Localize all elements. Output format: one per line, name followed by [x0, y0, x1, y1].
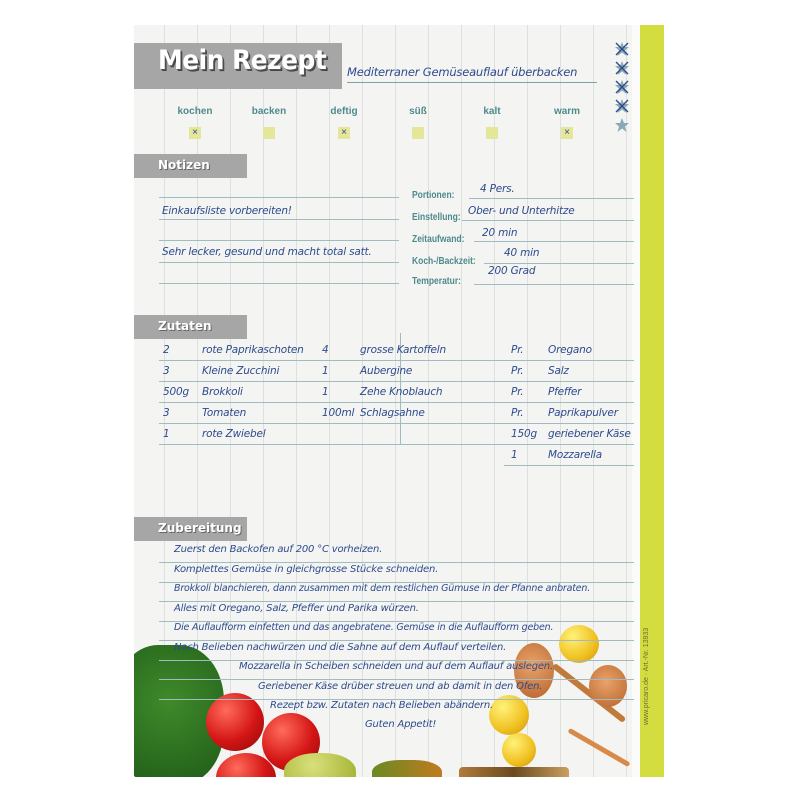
rule	[474, 284, 634, 285]
detail-label: Temperatur:	[412, 276, 461, 287]
recipe-card	[134, 25, 664, 777]
wooden-fork-image	[567, 728, 630, 767]
category-warm	[537, 101, 597, 139]
ingredient-item[interactable]: Tomaten	[202, 407, 247, 419]
yellow-tomato-image	[489, 695, 529, 735]
category-deftig	[314, 101, 374, 139]
ingredient-item[interactable]: Schlagsahne	[360, 407, 425, 419]
rating	[614, 41, 634, 136]
rule	[159, 423, 634, 424]
notes-header-label: Notizen	[158, 158, 210, 172]
star-crossed-icon[interactable]	[614, 98, 630, 114]
category-checkbox[interactable]	[263, 127, 275, 139]
ingredient-item[interactable]: Brokkoli	[202, 386, 243, 398]
ingredient-qty[interactable]: Pr.	[511, 365, 524, 377]
ingredient-qty[interactable]: Pr.	[511, 344, 524, 356]
preparation-step[interactable]: Nach Belieben nachwürzen und die Sahne auf dem Auflauf verteilen.	[174, 642, 507, 653]
page-title: Mein Rezept	[158, 45, 327, 76]
preparation-step[interactable]: Die Auflaufform einfetten und das angebratene. Gemüse in die Auflaufform geben.	[174, 622, 554, 633]
ingredient-qty[interactable]: 3	[163, 407, 170, 419]
detail-value[interactable]: 4 Pers.	[480, 183, 515, 195]
ingredient-item[interactable]: Pfeffer	[548, 386, 582, 398]
ingredient-item[interactable]: grosse Kartoffeln	[360, 344, 446, 356]
publisher-text: www.pricaro.de · Art.-Nr. 13933	[643, 627, 650, 725]
rule	[159, 679, 634, 680]
rule	[159, 283, 399, 284]
detail-zeitaufwand	[412, 229, 474, 247]
category-label: backen	[251, 106, 287, 117]
detail-temperatur	[412, 271, 470, 289]
ingredients-header	[134, 315, 247, 339]
ingredient-qty[interactable]: 2	[163, 344, 170, 356]
preparation-step[interactable]: Zuerst den Backofen auf 200 °C vorheizen.	[174, 544, 383, 555]
category-checkbox[interactable]: ×	[338, 127, 350, 139]
ingredient-qty[interactable]: 1	[322, 365, 329, 377]
category-label: kalt	[483, 106, 501, 117]
ingredient-qty[interactable]: 1	[322, 386, 329, 398]
pepper-image	[284, 753, 356, 777]
detail-einstellung	[412, 207, 469, 225]
ingredient-qty[interactable]: 4	[322, 344, 329, 356]
star-icon[interactable]	[614, 117, 630, 133]
ingredient-qty[interactable]: 1	[511, 449, 518, 461]
rule	[159, 381, 634, 382]
preparation-header	[134, 517, 247, 541]
ingredient-qty[interactable]: Pr.	[511, 407, 524, 419]
note-line[interactable]: Einkaufsliste vorbereiten!	[162, 205, 292, 217]
category-kalt	[462, 101, 522, 139]
category-label: kochen	[177, 106, 213, 117]
rule	[159, 402, 634, 403]
ingredients-header-label: Zutaten	[158, 319, 212, 333]
note-line[interactable]: Sehr lecker, gesund und macht total satt.	[162, 246, 372, 258]
rule	[159, 640, 634, 641]
rule	[469, 198, 634, 199]
ingredient-item[interactable]: Kleine Zucchini	[202, 365, 280, 377]
category-backen	[239, 101, 299, 139]
preparation-step[interactable]: Komplettes Gemüse in gleichgrosse Stücke schneiden.	[174, 564, 439, 575]
star-crossed-icon[interactable]	[614, 79, 630, 95]
detail-label: Zeitaufwand:	[412, 234, 465, 245]
detail-value[interactable]: 200 Grad	[488, 265, 536, 277]
ingredient-item[interactable]: Aubergine	[360, 365, 413, 377]
rule	[462, 220, 634, 221]
detail-portionen	[412, 185, 462, 203]
detail-label: Koch-/Backzeit:	[412, 256, 476, 267]
rule	[159, 262, 399, 263]
rule	[159, 240, 399, 241]
wooden-spoon-image	[589, 665, 627, 707]
recipe-name-field[interactable]: Mediterraner Gemüseauflauf überbacken	[347, 65, 597, 83]
detail-label: Einstellung:	[412, 212, 461, 223]
preparation-header-label: Zubereitung	[158, 521, 242, 535]
detail-kochzeit	[412, 251, 487, 269]
ingredient-item[interactable]: geriebener Käse	[548, 428, 631, 440]
star-crossed-icon[interactable]	[614, 41, 630, 57]
rule	[159, 601, 634, 602]
rule	[159, 219, 399, 220]
preparation-step[interactable]: Alles mit Oregano, Salz, Pfeffer und Parika würzen.	[174, 603, 419, 614]
ingredient-item[interactable]: Mozzarella	[548, 449, 602, 461]
star-crossed-icon[interactable]	[614, 60, 630, 76]
ingredient-item[interactable]: Zehe Knoblauch	[360, 386, 443, 398]
ingredient-item[interactable]: Oregano	[548, 344, 592, 356]
notes-header	[134, 154, 247, 178]
pepper-mill-image	[459, 767, 569, 777]
ingredient-qty[interactable]: 100ml	[322, 407, 355, 419]
category-checkbox[interactable]	[486, 127, 498, 139]
rule	[474, 241, 634, 242]
detail-value[interactable]: 40 min	[504, 247, 540, 259]
detail-value[interactable]: Ober- und Unterhitze	[468, 205, 575, 217]
ingredient-qty[interactable]: 150g	[511, 428, 537, 440]
yellow-tomato-image	[502, 733, 536, 767]
ingredient-qty[interactable]: 500g	[163, 386, 189, 398]
ingredient-qty[interactable]: 1	[163, 428, 170, 440]
category-label: süß	[409, 106, 427, 117]
rule	[159, 444, 634, 445]
preparation-step[interactable]: Mozzarella in Scheiben schneiden und auf dem Auflauf auslegen.	[239, 661, 553, 672]
margin-strip	[632, 25, 640, 777]
ingredient-item[interactable]: Salz	[548, 365, 569, 377]
category-checkbox[interactable]: ×	[189, 127, 201, 139]
category-kochen	[165, 101, 225, 139]
zucchini-image	[372, 760, 442, 777]
category-checkbox[interactable]	[412, 127, 424, 139]
category-checkbox[interactable]: ×	[561, 127, 573, 139]
detail-label: Portionen:	[412, 190, 455, 201]
ingredient-item[interactable]: rote Paprikaschoten	[202, 344, 304, 356]
rule	[159, 360, 634, 361]
preparation-step[interactable]: Rezept bzw. Zutaten nach Belieben abändern.	[270, 700, 493, 711]
yellow-tomato-image	[559, 625, 599, 663]
rule	[504, 465, 634, 466]
rule	[159, 562, 634, 563]
ingredient-item[interactable]: rote Zwiebel	[202, 428, 266, 440]
preparation-step[interactable]: Guten Appetit!	[365, 719, 437, 730]
category-label: warm	[553, 106, 581, 117]
detail-value[interactable]: 20 min	[482, 227, 518, 239]
rule	[484, 263, 634, 264]
category-suess	[388, 101, 448, 139]
preparation-step[interactable]: Brokkoli blanchieren, dann zusammen mit dem restlichen Gümuse in der Pfanne anbraten.	[174, 583, 591, 594]
preparation-step[interactable]: Geriebener Käse drüber streuen und ab damit in den Ofen.	[258, 681, 543, 692]
category-label: deftig	[330, 106, 358, 117]
ingredient-qty[interactable]: Pr.	[511, 386, 524, 398]
ingredient-qty[interactable]: 3	[163, 365, 170, 377]
ingredient-item[interactable]: Paprikapulver	[548, 407, 618, 419]
rule	[159, 197, 399, 198]
tomato-image	[206, 693, 264, 751]
